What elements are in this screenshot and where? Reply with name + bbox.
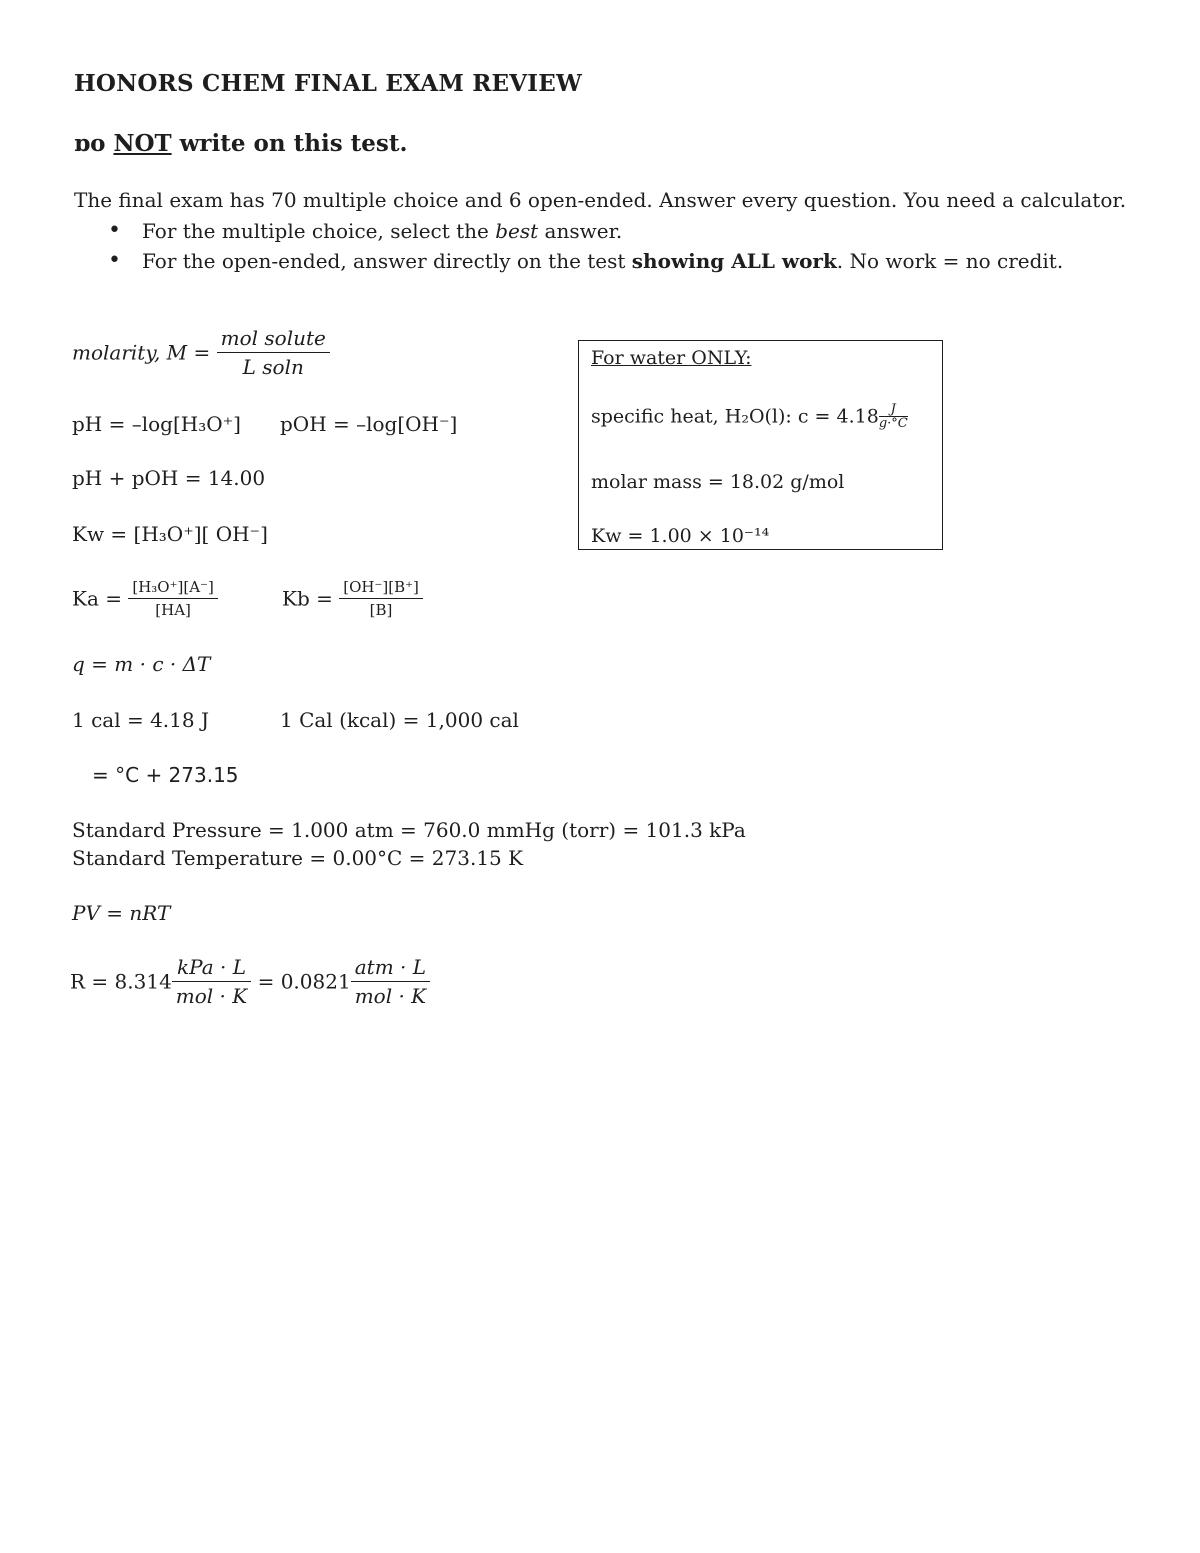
- instruction-text: answer.: [538, 219, 623, 243]
- cal-conversion: 1 cal = 4.18 J: [72, 708, 209, 732]
- kw-formula: Kw = [H₃O⁺][ OH⁻]: [72, 522, 268, 546]
- gas-constant-numerator-2: atm · L: [351, 955, 430, 982]
- poh-formula: pOH = –log[OH⁻]: [280, 412, 458, 436]
- ph-formula: pH = –log[H₃O⁺]: [72, 412, 241, 436]
- kb-denominator: [B]: [369, 601, 393, 619]
- kb-numerator: [OH⁻][B⁺]: [339, 578, 423, 599]
- kcal-conversion: 1 Cal (kcal) = 1,000 cal: [280, 708, 519, 732]
- instruction-emphasis: best: [495, 219, 539, 243]
- gas-constant-mid: = 0.0821: [257, 969, 351, 994]
- molarity-formula: [72, 326, 330, 379]
- intro-text: The final exam has 70 multiple choice and 6 open-ended. Answer every question. You need a calculator.: [74, 188, 1127, 212]
- instruction-bold: showing ALL work: [631, 249, 837, 273]
- water-specific-heat: [591, 403, 908, 430]
- warning-line: [74, 130, 408, 157]
- warning-underlined: NOT: [113, 130, 172, 157]
- gas-constant-fraction-1: [172, 955, 251, 1008]
- warning-suffix: write on this test.: [171, 130, 408, 157]
- water-constants-box: [578, 340, 943, 550]
- standard-temperature: Standard Temperature = 0.00°C = 273.15 K: [72, 846, 524, 870]
- ph-sum-formula: pH + pOH = 14.00: [72, 466, 266, 490]
- instruction-text: For the open-ended, answer directly on the test: [142, 249, 632, 273]
- instruction-item: [108, 246, 1063, 276]
- kb-fraction: [339, 578, 423, 619]
- gas-constant-denominator-1: mol · K: [175, 984, 248, 1008]
- molarity-numerator: mol solute: [217, 326, 330, 353]
- water-specific-heat-text: specific heat, H₂O(l): c = 4.18: [591, 405, 879, 428]
- water-box-header: For water ONLY:: [591, 347, 752, 369]
- ka-formula: [72, 578, 218, 619]
- ideal-gas-law: PV = nRT: [72, 901, 171, 925]
- warning-prefix: ɒo: [74, 130, 114, 157]
- gas-constant-fraction-2: [351, 955, 430, 1008]
- gas-constant-lhs: R = 8.314: [70, 969, 172, 994]
- molarity-fraction: [217, 326, 330, 379]
- instruction-item: [108, 216, 1063, 246]
- instruction-text: . No work = no credit.: [836, 249, 1064, 273]
- instruction-text: For the multiple choice, select the: [142, 219, 496, 243]
- gas-constant-numerator-1: kPa · L: [172, 955, 251, 982]
- water-specific-heat-unit-num: J: [879, 403, 908, 417]
- standard-pressure: Standard Pressure = 1.000 atm = 760.0 mmHg (torr) = 101.3 kPa: [72, 818, 746, 842]
- kb-formula: [282, 578, 423, 619]
- water-specific-heat-unit-den: g·°C: [878, 416, 908, 431]
- page-title: HONORS CHEM FINAL EXAM REVIEW: [74, 70, 583, 97]
- heat-formula: q = m · c · ΔT: [72, 652, 211, 676]
- water-kw: Kw = 1.00 × 10⁻¹⁴: [591, 525, 770, 547]
- instructions-list: [108, 216, 1063, 276]
- ka-numerator: [H₃O⁺][A⁻]: [128, 578, 217, 599]
- water-molar-mass: molar mass = 18.02 g/mol: [591, 471, 845, 493]
- kb-lhs: Kb =: [282, 586, 333, 611]
- ka-denominator: [HA]: [155, 601, 191, 619]
- molarity-lhs: molarity, M =: [72, 340, 211, 365]
- gas-constant: [70, 955, 430, 1008]
- gas-constant-denominator-2: mol · K: [354, 984, 427, 1008]
- kelvin-conversion: = °C + 273.15: [92, 763, 239, 787]
- ka-fraction: [128, 578, 217, 619]
- molarity-denominator: L soln: [242, 355, 304, 379]
- water-specific-heat-unit: [879, 403, 908, 430]
- ka-lhs: Ka =: [72, 586, 122, 611]
